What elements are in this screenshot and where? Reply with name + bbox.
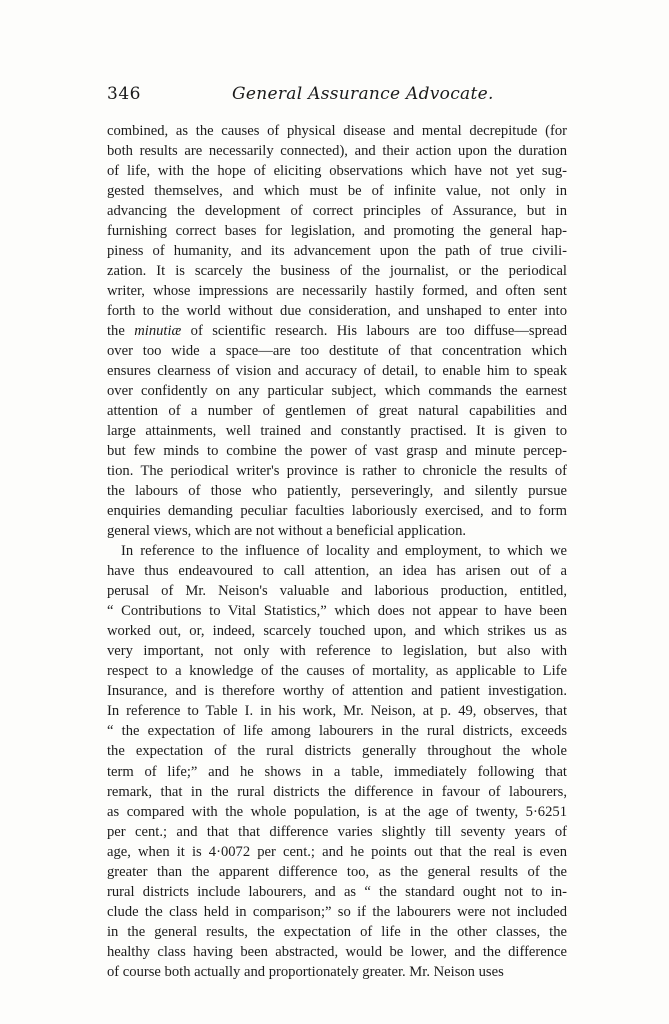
text-line: over confidently on any particular subject, which commands the earnest	[107, 383, 567, 400]
text-line: large attainments, well trained and constantly practised. It is given to	[107, 423, 567, 440]
body-text	[107, 121, 567, 982]
text-line: over too wide a space—are too destitute of that concentration which	[107, 343, 567, 360]
text-line: term of life;” and he shows in a table, immediately following that	[107, 763, 567, 780]
text-line: but few minds to combine the power of vast grasp and minute percep-	[107, 443, 567, 460]
text-line: of life, with the hope of eliciting observations which have not yet sug-	[107, 163, 567, 180]
text-line: the expectation of the rural districts generally throughout the whole	[107, 743, 567, 760]
text-line: per cent.; and that that difference varies slightly till seventy years of	[107, 823, 567, 840]
text-line: worked out, or, indeed, scarcely touched upon, and which strikes us as	[107, 623, 567, 640]
italic-term: minutiæ	[134, 323, 182, 340]
text-line: piness of humanity, and its advancement upon the path of true civili-	[107, 243, 567, 260]
text-line: clude the class held in comparison;” so if the labourers were not included	[107, 903, 567, 920]
text-line: attention of a number of gentlemen of great natural capabilities and	[107, 403, 567, 420]
text-line: ensures clearness of vision and accuracy of detail, to enable him to speak	[107, 363, 567, 380]
text-line: forth to the world without due consideration, and unshaped to enter into	[107, 303, 567, 320]
page-number: 346	[107, 84, 141, 104]
text-line: Insurance, and is therefore worthy of attention and patient investigation.	[107, 683, 567, 700]
text-line: of course both actually and proportionately greater. Mr. Neison uses	[107, 963, 504, 980]
text-line: enquiries demanding peculiar faculties laboriously exercised, and to form	[107, 503, 567, 520]
text-line: tion. The periodical writer's province is rather to chronicle the results of	[107, 463, 567, 480]
text-line: have thus endeavoured to call attention, an idea has arisen out of a	[107, 563, 567, 580]
text-line: respect to a knowledge of the causes of mortality, as applicable to Life	[107, 663, 567, 680]
page-header	[107, 84, 567, 114]
text-line: perusal of Mr. Neison's valuable and laborious production, entitled,	[107, 583, 567, 600]
text-line: age, when it is 4·0072 per cent.; and he points out that the real is even	[107, 843, 567, 860]
text-line: the labours of those who patiently, perseveringly, and silently pursue	[107, 483, 567, 500]
text-line: gested themselves, and which must be of infinite value, not only in	[107, 183, 567, 200]
text-line: “ Contributions to Vital Statistics,” which does not appear to have been	[107, 603, 567, 620]
text-line: remark, that in the rural districts the difference in favour of labourers,	[107, 783, 567, 800]
text-line: zation. It is scarcely the business of the journalist, or the periodical	[107, 263, 567, 280]
text-line: in the general results, the expectation of life in the other classes, the	[107, 923, 567, 940]
text-line: In reference to Table I. in his work, Mr. Neison, at p. 49, observes, that	[107, 703, 567, 720]
text-line: furnishing correct bases for legislation, and promoting the general hap-	[107, 223, 567, 240]
text-line: healthy class having been abstracted, would be lower, and the difference	[107, 943, 567, 960]
text-line: rural districts include labourers, and as “ the standard ought not to in-	[107, 883, 567, 900]
text-line: as compared with the whole population, is at the age of twenty, 5·6251	[107, 803, 567, 820]
text-line: general views, which are not without a beneficial application.	[107, 523, 467, 540]
running-title: General Assurance Advocate.	[232, 84, 494, 104]
text-line: writer, whose impressions are necessarily hastily formed, and often sent	[107, 283, 567, 300]
text-line: both results are necessarily connected), and their action upon the duration	[107, 143, 567, 160]
text-line: very important, not only with reference to legislation, but also with	[107, 643, 567, 660]
text-line: combined, as the causes of physical disease and mental decrepitude (for	[107, 123, 567, 139]
text-line: the minutiæ of scientific research. His labours are too diffuse—spread	[107, 323, 567, 340]
text-line: greater than the apparent difference too, as the general results of the	[107, 863, 567, 880]
text-line: advancing the development of correct principles of Assurance, but in	[107, 203, 567, 220]
text-line: “ the expectation of life among labourers in the rural districts, exceeds	[107, 723, 567, 740]
text-line: In reference to the influence of locality and employment, to which we	[121, 543, 567, 560]
